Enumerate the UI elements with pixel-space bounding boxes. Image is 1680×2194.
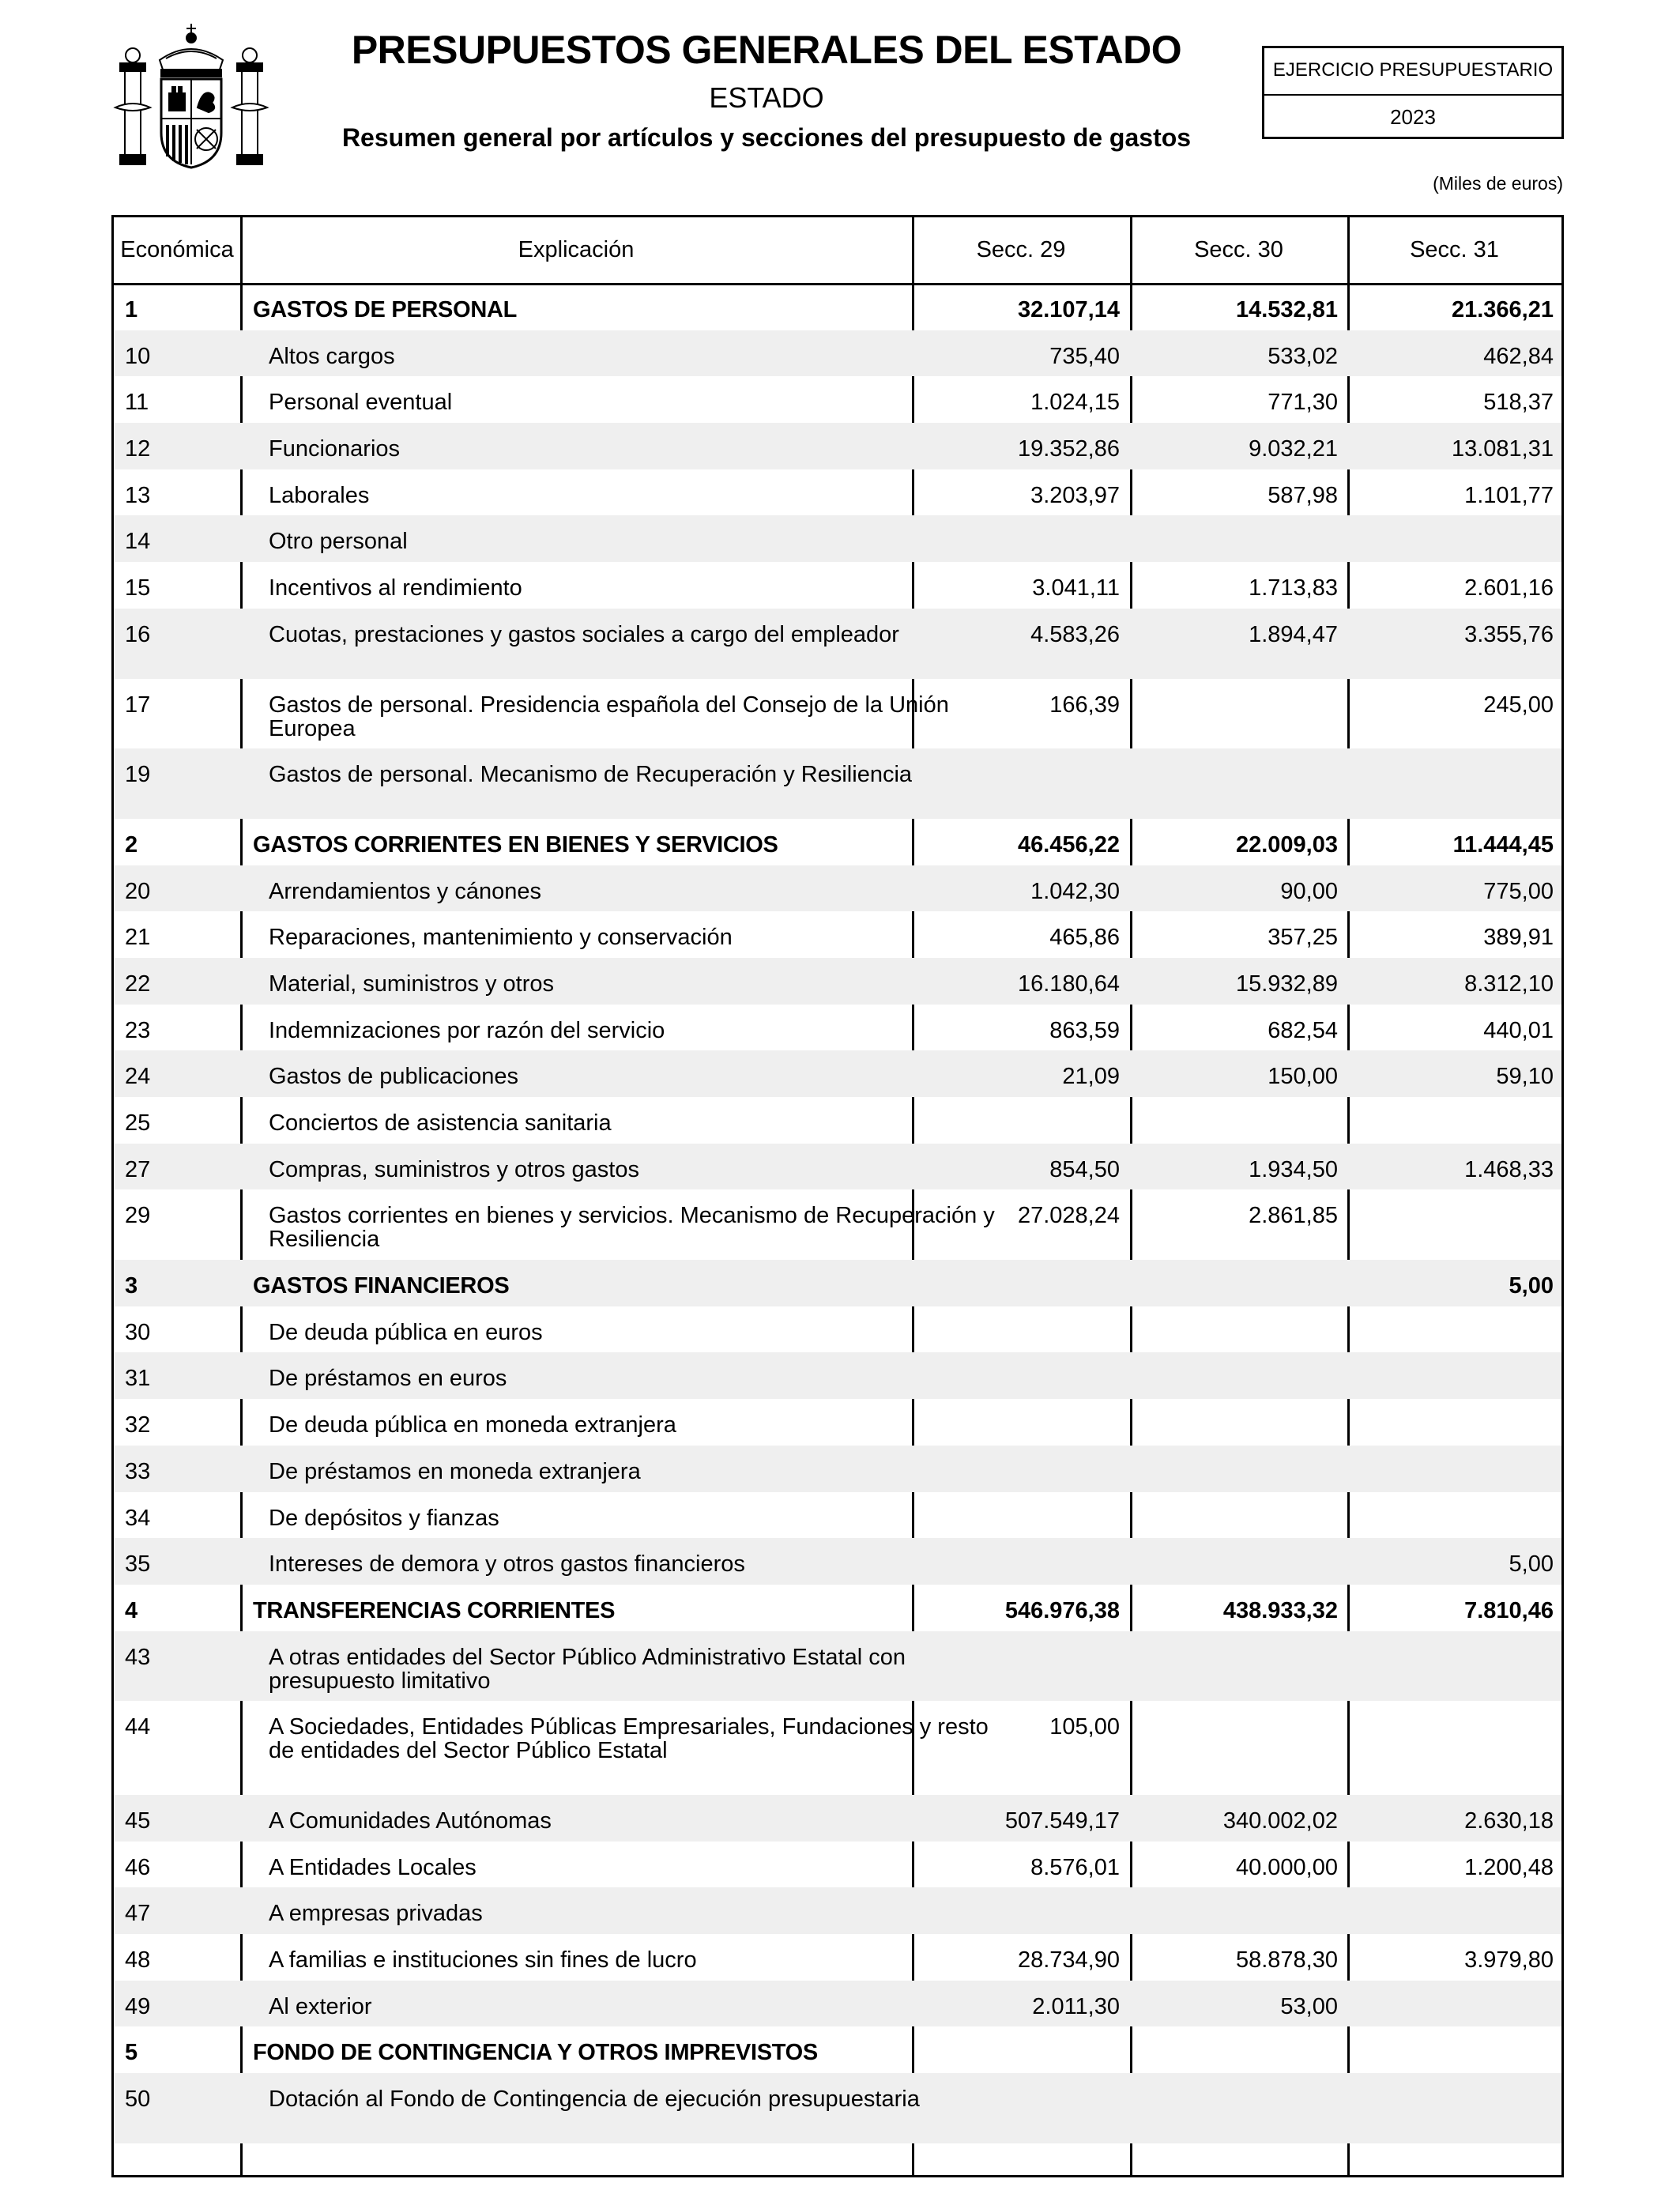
cell-secc-30: 771,30 [1268, 390, 1338, 416]
cell-economica: 3 [125, 1273, 137, 1299]
cell-economica: 48 [125, 1947, 151, 1973]
cell-economica: 33 [125, 1458, 151, 1484]
cell-secc-31 [1349, 1189, 1554, 1204]
cell-secc-29 [914, 1260, 1120, 1274]
ejercicio-box [1262, 46, 1564, 139]
table-row [114, 865, 1561, 912]
cell-secc-29 [914, 1097, 1120, 1111]
table-row [114, 1189, 1561, 1260]
cell-economica: 34 [125, 1505, 151, 1531]
cell-explicacion: A empresas privadas [269, 1901, 483, 1927]
cell-explicacion: Conciertos de asistencia sanitaria [269, 1110, 612, 1136]
table-row [114, 911, 1561, 958]
cell-secc-31 [1349, 1981, 1554, 1995]
cell-secc-31 [1349, 1887, 1554, 1902]
cell-secc-30 [1132, 2073, 1338, 2087]
cell-secc-30: 22.009,03 [1235, 831, 1338, 858]
cell-secc-30 [1132, 748, 1338, 763]
table-row [114, 515, 1561, 562]
cell-secc-30 [1132, 1352, 1338, 1367]
cell-secc-31: 5,00 [1509, 1273, 1554, 1299]
cell-secc-31: 518,37 [1483, 390, 1554, 416]
cell-secc-31: 440,01 [1483, 1017, 1554, 1043]
cell-secc-29: 1.024,15 [1030, 390, 1120, 416]
cell-secc-29: 3.041,11 [1032, 575, 1120, 601]
cell-economica: 17 [125, 692, 151, 718]
table-row [114, 1352, 1561, 1399]
cell-explicacion: A Sociedades, Entidades Públicas Empresariales, Fundaciones y resto de entidades del Sector Público Estatal [269, 1714, 989, 1764]
cell-secc-31: 245,00 [1483, 692, 1554, 718]
table-row [114, 1701, 1561, 1795]
cell-secc-30: 1.934,50 [1249, 1156, 1338, 1182]
cell-economica: 29 [125, 1203, 151, 1229]
cell-explicacion: A familias e instituciones sin fines de lucro [269, 1947, 697, 1973]
table-row [114, 562, 1561, 609]
cell-secc-31: 13.081,31 [1451, 436, 1554, 462]
cell-secc-31 [1349, 1306, 1554, 1321]
cell-explicacion: Gastos de personal. Presidencia española del Consejo de la Unión Europea [269, 692, 949, 741]
cell-economica: 14 [125, 529, 151, 555]
cell-secc-31: 21.366,21 [1451, 297, 1554, 322]
cell-economica: 12 [125, 436, 151, 462]
table-row [114, 1306, 1561, 1353]
cell-secc-29: 4.583,26 [1030, 621, 1120, 647]
cell-economica: 50 [125, 2087, 151, 2113]
cell-secc-30: 682,54 [1268, 1017, 1338, 1043]
cell-explicacion: Material, suministros y otros [269, 971, 554, 997]
cell-secc-31: 389,91 [1483, 925, 1554, 951]
cell-secc-29 [914, 2026, 1120, 2041]
cell-economica: 22 [125, 971, 151, 997]
cell-secc-29: 28.734,90 [1017, 1947, 1120, 1973]
cell-secc-30: 1.894,47 [1249, 621, 1338, 647]
cell-secc-30: 1.713,83 [1249, 575, 1338, 601]
table-row [114, 748, 1561, 819]
table-row [114, 1934, 1561, 1981]
cell-explicacion: Gastos de personal. Mecanismo de Recuperación y Resiliencia [269, 762, 913, 788]
cell-secc-31: 1.468,33 [1464, 1156, 1554, 1182]
table-row-chapter [114, 1585, 1561, 1631]
cell-explicacion: De préstamos en euros [269, 1366, 507, 1392]
cell-economica: 21 [125, 925, 151, 951]
cell-secc-30: 2.861,85 [1249, 1203, 1338, 1229]
cell-secc-30: 587,98 [1268, 482, 1338, 508]
cell-economica: 31 [125, 1366, 151, 1392]
table-body [114, 284, 1561, 2143]
cell-secc-31: 462,84 [1483, 343, 1554, 369]
cell-secc-29: 32.107,14 [1017, 297, 1120, 322]
table-row-chapter [114, 1260, 1561, 1306]
cell-explicacion: Cuotas, prestaciones y gastos sociales a cargo del empleador [269, 621, 899, 647]
cell-secc-29: 465,86 [1049, 925, 1120, 951]
cell-secc-31: 8.312,10 [1464, 971, 1554, 997]
cell-economica: 47 [125, 1901, 151, 1927]
cell-economica: 25 [125, 1110, 151, 1136]
table-header [114, 217, 1561, 285]
cell-secc-31 [1349, 2073, 1554, 2087]
cell-secc-30 [1132, 1260, 1338, 1274]
table-row [114, 330, 1561, 377]
document-subtitle: ESTADO [709, 81, 824, 114]
cell-economica: 32 [125, 1412, 151, 1438]
table-row [114, 2073, 1561, 2143]
cell-secc-29 [914, 1631, 1120, 1646]
cell-secc-31: 2.630,18 [1464, 1808, 1554, 1834]
cell-secc-30 [1132, 1631, 1338, 1646]
cell-economica: 30 [125, 1319, 151, 1345]
table-row [114, 1981, 1561, 2027]
cell-economica: 13 [125, 482, 151, 508]
cell-secc-31: 2.601,16 [1464, 575, 1554, 601]
cell-explicacion: De préstamos en moneda extranjera [269, 1458, 641, 1484]
cell-secc-30 [1132, 679, 1338, 693]
cell-explicacion: A otras entidades del Sector Público Administrativo Estatal con presupuesto limitativo [269, 1644, 906, 1694]
column-header-economica: Económica [120, 237, 234, 262]
cell-explicacion: Personal eventual [269, 390, 453, 416]
cell-secc-31: 59,10 [1496, 1064, 1554, 1090]
cell-explicacion: A Comunidades Autónomas [269, 1808, 552, 1834]
cell-secc-29: 507.549,17 [1004, 1808, 1120, 1834]
column-header-secc-31: Secc. 31 [1410, 237, 1499, 262]
cell-economica: 4 [125, 1597, 137, 1623]
cell-economica: 49 [125, 1993, 151, 2019]
cell-secc-30: 53,00 [1280, 1993, 1338, 2019]
cell-secc-29: 46.456,22 [1017, 831, 1120, 858]
cell-explicacion: Reparaciones, mantenimiento y conservación [269, 925, 733, 951]
cell-secc-31 [1349, 2026, 1554, 2041]
cell-secc-29 [914, 1352, 1120, 1367]
cell-economica: 27 [125, 1156, 151, 1182]
ejercicio-year: 2023 [1390, 105, 1436, 129]
cell-economica: 16 [125, 621, 151, 647]
cell-secc-29 [914, 1446, 1120, 1460]
table-row [114, 1097, 1561, 1144]
table-row-chapter [114, 2026, 1561, 2073]
cell-explicacion: Otro personal [269, 529, 408, 555]
cell-explicacion: Dotación al Fondo de Contingencia de ejecución presupuestaria [269, 2087, 920, 2113]
cell-explicacion: Gastos corrientes en bienes y servicios. Mecanismo de Recuperación y Resiliencia [269, 1203, 995, 1253]
cell-explicacion: De deuda pública en euros [269, 1319, 543, 1345]
cell-secc-31: 1.101,77 [1464, 482, 1554, 508]
cell-economica: 23 [125, 1017, 151, 1043]
table-row [114, 469, 1561, 516]
cell-explicacion: GASTOS DE PERSONAL [253, 297, 518, 322]
cell-economica: 46 [125, 1854, 151, 1880]
table-row-chapter [114, 284, 1561, 330]
cell-explicacion: Altos cargos [269, 343, 395, 369]
cell-secc-31: 1.200,48 [1464, 1854, 1554, 1880]
cell-secc-29 [914, 2073, 1120, 2087]
column-header-explicacion: Explicación [518, 237, 635, 262]
cell-secc-31 [1349, 1097, 1554, 1111]
cell-secc-29 [914, 1538, 1120, 1552]
cell-explicacion: Funcionarios [269, 436, 401, 462]
cell-secc-30 [1132, 515, 1338, 530]
cell-secc-30 [1132, 1306, 1338, 1321]
cell-secc-30: 150,00 [1268, 1064, 1338, 1090]
cell-secc-29: 863,59 [1049, 1017, 1120, 1043]
cell-secc-30: 58.878,30 [1235, 1947, 1338, 1973]
cell-secc-31 [1349, 1352, 1554, 1367]
cell-economica: 44 [125, 1714, 151, 1740]
cell-secc-29: 3.203,97 [1030, 482, 1120, 508]
cell-secc-29 [914, 1887, 1120, 1902]
cell-economica: 15 [125, 575, 151, 601]
table-row [114, 609, 1561, 679]
cell-explicacion: A Entidades Locales [269, 1854, 477, 1880]
cell-secc-30: 15.932,89 [1235, 971, 1338, 997]
cell-secc-30: 340.002,02 [1222, 1808, 1338, 1834]
cell-secc-30: 533,02 [1268, 343, 1338, 369]
table-row [114, 679, 1561, 749]
cell-secc-29: 735,40 [1049, 343, 1120, 369]
cell-secc-30 [1132, 2026, 1338, 2041]
cell-secc-30 [1132, 1446, 1338, 1460]
cell-secc-31: 775,00 [1483, 878, 1554, 904]
cell-secc-29: 1.042,30 [1030, 878, 1120, 904]
cell-secc-31 [1349, 1446, 1554, 1460]
cell-secc-30: 90,00 [1280, 878, 1338, 904]
table-row [114, 423, 1561, 469]
cell-explicacion: Compras, suministros y otros gastos [269, 1156, 639, 1182]
column-header-secc-29: Secc. 29 [976, 237, 1066, 262]
cell-secc-30: 14.532,81 [1235, 297, 1338, 322]
table-row [114, 376, 1561, 423]
cell-economica: 45 [125, 1808, 151, 1834]
cell-secc-29: 105,00 [1049, 1714, 1120, 1740]
cell-economica: 1 [125, 297, 137, 322]
cell-secc-31: 7.810,46 [1464, 1597, 1554, 1623]
column-header-secc-30: Secc. 30 [1194, 237, 1283, 262]
cell-secc-30: 357,25 [1268, 925, 1338, 951]
cell-secc-29: 19.352,86 [1017, 436, 1120, 462]
cell-secc-29: 16.180,64 [1017, 971, 1120, 997]
cell-secc-29: 27.028,24 [1017, 1203, 1120, 1229]
table-row [114, 1631, 1561, 1702]
cell-secc-31 [1349, 1631, 1554, 1646]
cell-secc-30 [1132, 1538, 1338, 1552]
cell-secc-31: 3.979,80 [1464, 1947, 1554, 1973]
cell-secc-31 [1349, 1701, 1554, 1715]
coat-of-arms-logo [111, 14, 273, 172]
table-row [114, 1446, 1561, 1492]
table-row-chapter [114, 819, 1561, 865]
table-row [114, 1887, 1561, 1934]
cell-economica: 43 [125, 1644, 151, 1670]
cell-secc-31: 3.355,76 [1464, 621, 1554, 647]
cell-economica: 20 [125, 878, 151, 904]
cell-secc-30: 9.032,21 [1249, 436, 1338, 462]
cell-explicacion: TRANSFERENCIAS CORRIENTES [253, 1597, 616, 1623]
cell-explicacion: Intereses de demora y otros gastos financieros [269, 1551, 745, 1578]
table-row [114, 1399, 1561, 1446]
cell-secc-31 [1349, 1492, 1554, 1506]
cell-secc-30 [1132, 1701, 1338, 1715]
cell-economica: 35 [125, 1551, 151, 1578]
cell-economica: 24 [125, 1064, 151, 1090]
cell-secc-29: 2.011,30 [1032, 1993, 1120, 2019]
document-title: PRESUPUESTOS GENERALES DEL ESTADO [351, 28, 1182, 72]
cell-secc-29: 8.576,01 [1030, 1854, 1120, 1880]
table-row [114, 1842, 1561, 1888]
cell-secc-29: 21,09 [1062, 1064, 1120, 1090]
cell-secc-29: 546.976,38 [1004, 1597, 1120, 1623]
cell-secc-31 [1349, 1399, 1554, 1413]
cell-secc-30: 40.000,00 [1235, 1854, 1338, 1880]
cell-economica: 19 [125, 762, 151, 788]
table-row [114, 1050, 1561, 1097]
cell-secc-29 [914, 1492, 1120, 1506]
cell-secc-29 [914, 515, 1120, 530]
cell-secc-30 [1132, 1399, 1338, 1413]
ejercicio-label: EJERCICIO PRESUPUESTARIO [1264, 48, 1561, 96]
cell-explicacion: Indemnizaciones por razón del servicio [269, 1017, 665, 1043]
cell-economica: 5 [125, 2040, 137, 2066]
table-row [114, 1492, 1561, 1539]
cell-economica: 2 [125, 831, 137, 858]
cell-explicacion: GASTOS FINANCIEROS [253, 1273, 510, 1299]
cell-explicacion: De deuda pública en moneda extranjera [269, 1412, 676, 1438]
cell-explicacion: De depósitos y fianzas [269, 1505, 499, 1531]
cell-explicacion: Arrendamientos y cánones [269, 878, 541, 904]
cell-explicacion: GASTOS CORRIENTES EN BIENES Y SERVICIOS [253, 831, 778, 858]
cell-secc-29: 166,39 [1049, 692, 1120, 718]
units-note: (Miles de euros) [1433, 173, 1563, 194]
cell-secc-30: 438.933,32 [1222, 1597, 1338, 1623]
cell-explicacion: FONDO DE CONTINGENCIA Y OTROS IMPREVISTOS [253, 2040, 818, 2066]
cell-explicacion: Gastos de publicaciones [269, 1064, 518, 1090]
cell-secc-31: 11.444,45 [1452, 831, 1554, 858]
budget-table [111, 215, 1564, 2177]
table-row [114, 1795, 1561, 1842]
cell-secc-29 [914, 748, 1120, 763]
cell-explicacion: Incentivos al rendimiento [269, 575, 522, 601]
cell-economica: 10 [125, 343, 151, 369]
table-row [114, 1005, 1561, 1051]
cell-economica: 11 [125, 390, 149, 416]
table-row [114, 1144, 1561, 1190]
cell-secc-30 [1132, 1492, 1338, 1506]
cell-secc-29 [914, 1306, 1120, 1321]
document-description: Resumen general por artículos y secciones del presupuesto de gastos [341, 123, 1192, 152]
cell-explicacion: Al exterior [269, 1993, 372, 2019]
cell-secc-31 [1349, 748, 1554, 763]
cell-secc-31 [1349, 515, 1554, 530]
table-row [114, 958, 1561, 1005]
cell-secc-29: 854,50 [1049, 1156, 1120, 1182]
cell-explicacion: Laborales [269, 482, 370, 508]
cell-secc-29 [914, 1399, 1120, 1413]
cell-secc-30 [1132, 1097, 1338, 1111]
table-row [114, 1538, 1561, 1585]
cell-secc-31: 5,00 [1509, 1551, 1554, 1578]
cell-secc-30 [1132, 1887, 1338, 1902]
